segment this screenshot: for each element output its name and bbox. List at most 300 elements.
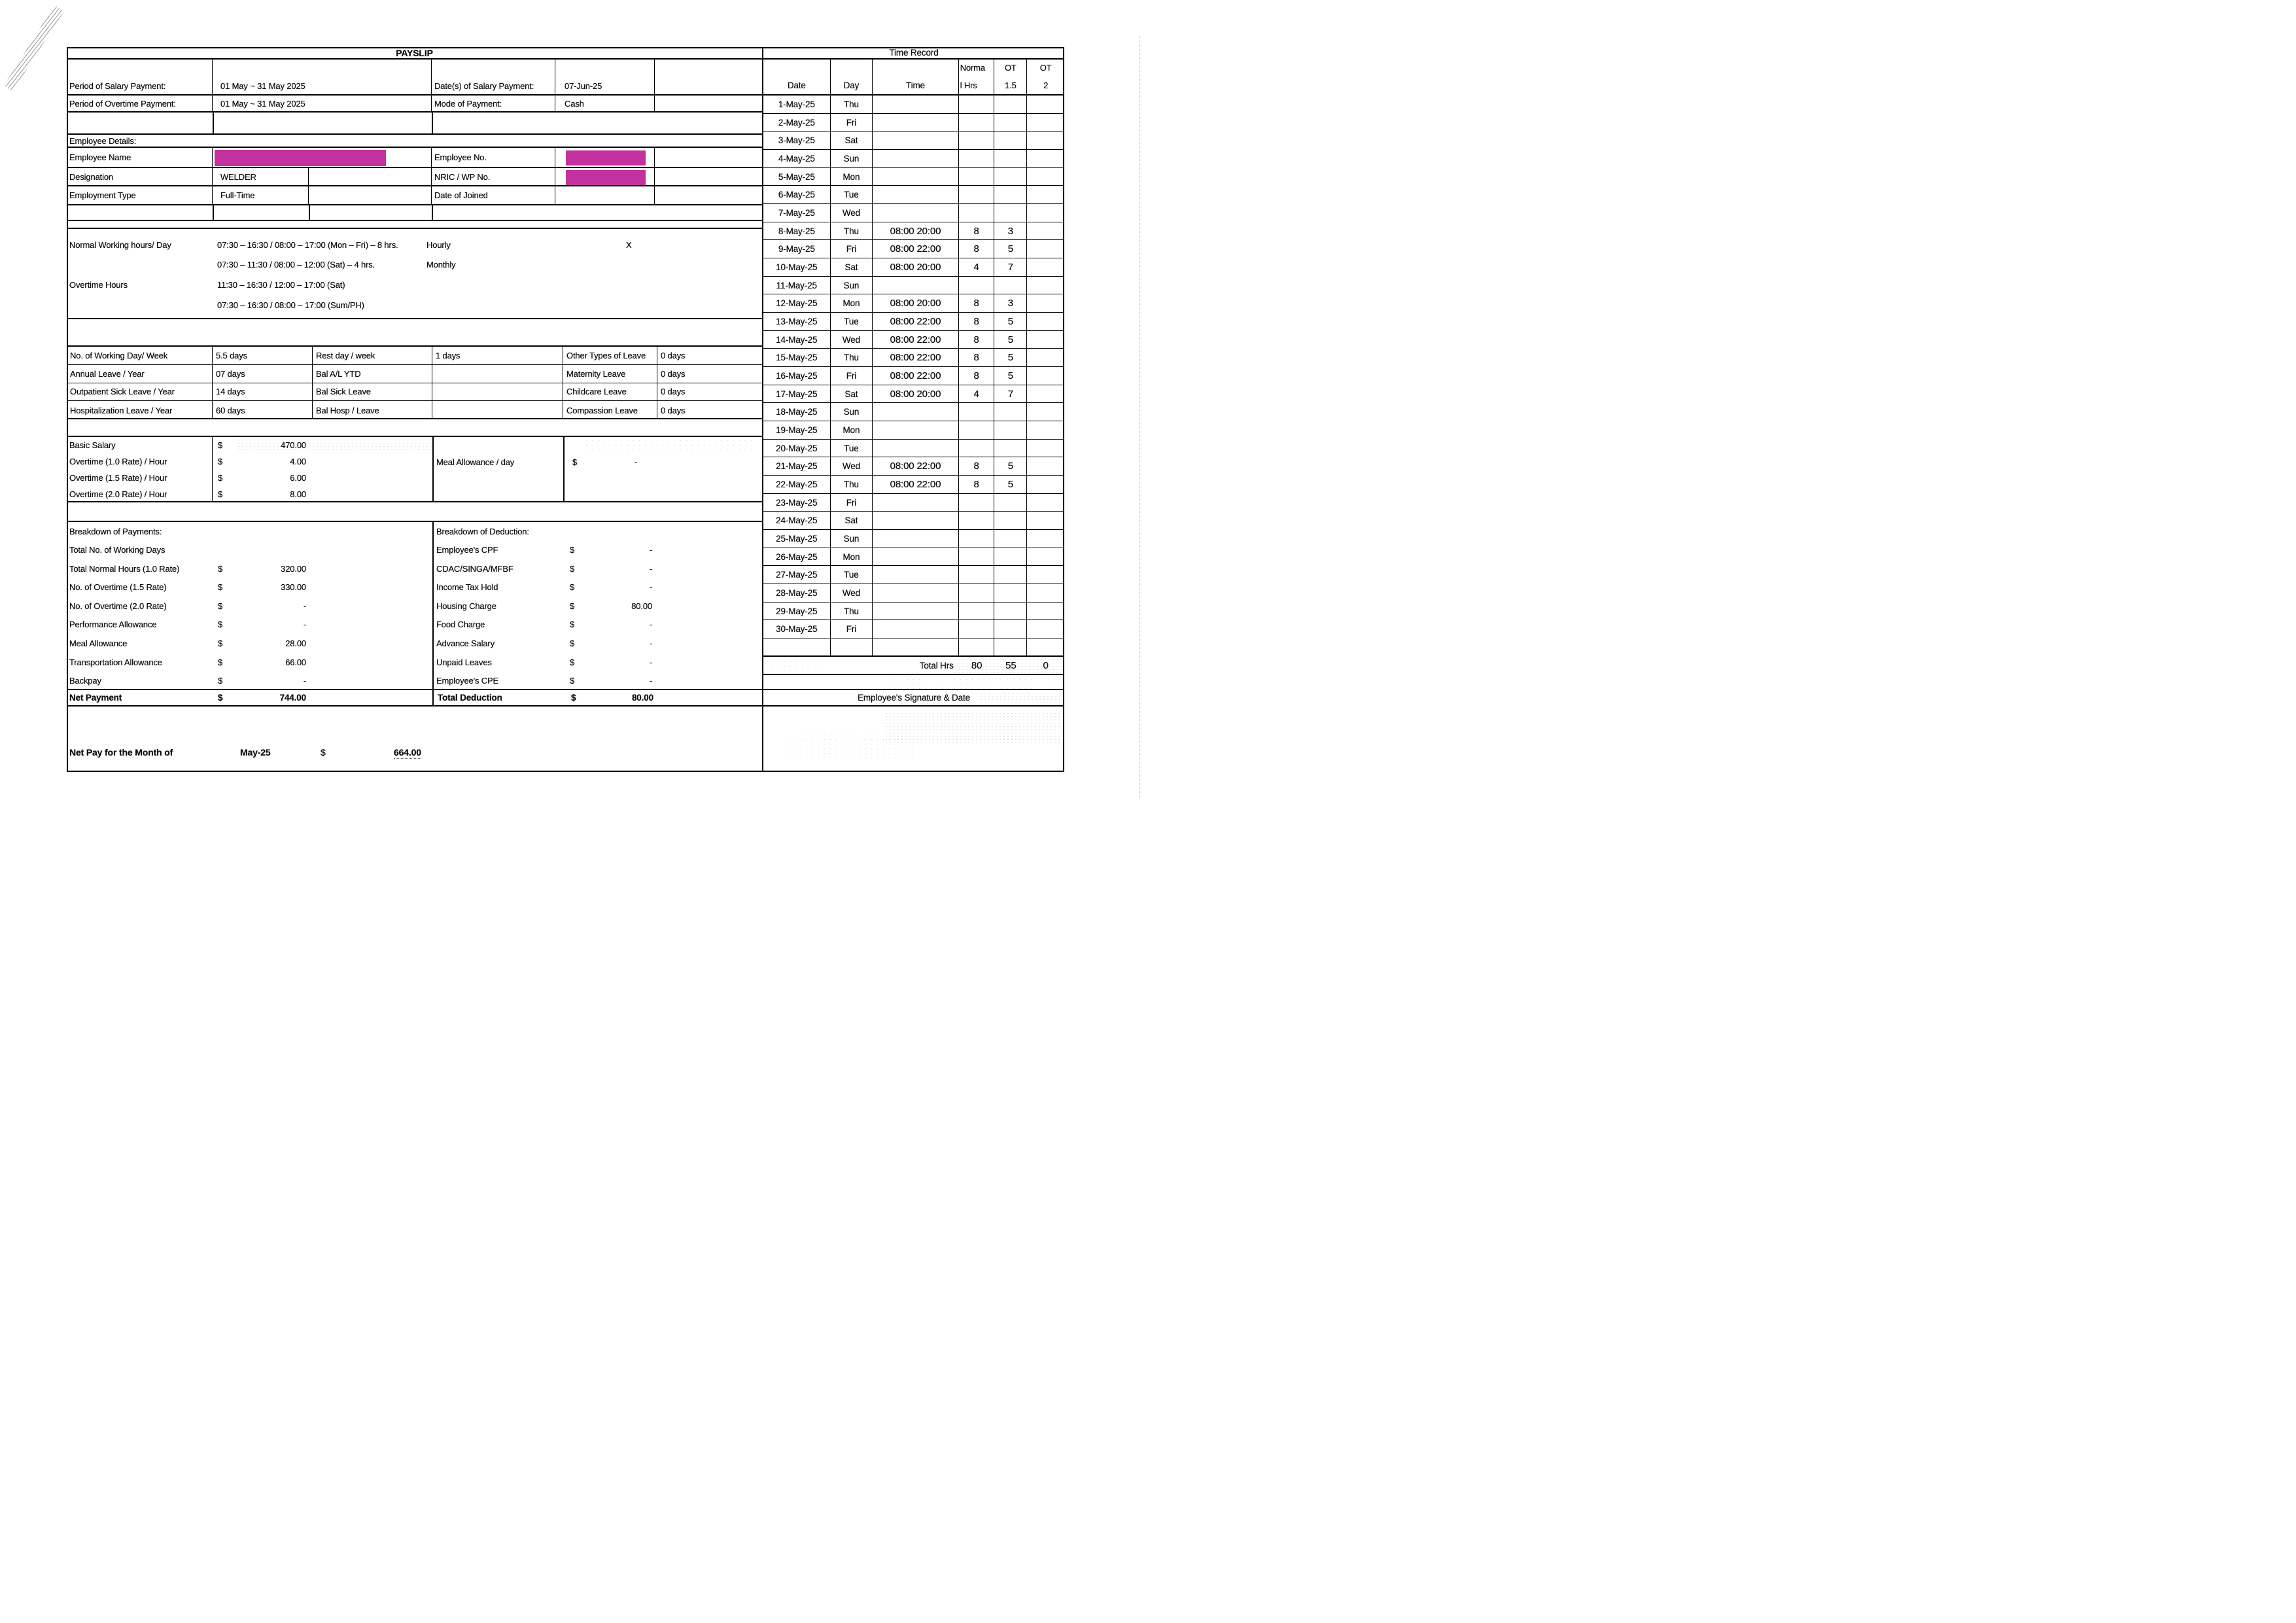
leave-table <box>67 347 762 419</box>
deduction-label: Food Charge <box>436 620 485 630</box>
payment-currency: $ <box>218 676 223 686</box>
redaction-employee-name <box>215 150 386 166</box>
deduction-label: Housing Charge <box>436 601 496 611</box>
tr-ot2 <box>1027 494 1064 512</box>
mode-of-payment-label: Mode of Payment: <box>432 96 555 111</box>
leave-cell: Compassion Leave <box>563 401 657 419</box>
rate-label: Basic Salary <box>67 437 213 453</box>
deduction-row <box>434 634 761 653</box>
tr-date: 1-May-25 <box>763 96 831 113</box>
grid-line <box>762 707 763 771</box>
deduction-row <box>434 578 761 597</box>
time-record-row <box>763 258 1064 277</box>
tr-day: Wed <box>831 204 873 222</box>
rate-label: Overtime (1.0 Rate) / Hour <box>67 453 213 470</box>
deduction-row <box>434 541 761 560</box>
col-header-ot15: OT 1.5 <box>994 60 1027 94</box>
time-record-row <box>763 114 1064 132</box>
tr-day: Sat <box>831 512 873 529</box>
time-record-row <box>763 494 1064 512</box>
tr-ot2 <box>1027 620 1064 638</box>
tr-normal-hrs <box>959 204 995 222</box>
col-header-ot2: OT 2 <box>1039 63 1052 90</box>
deductions-header: Breakdown of Deduction: <box>436 526 529 536</box>
tr-ot15 <box>994 602 1027 620</box>
mode-of-payment-value: Cash <box>555 96 655 111</box>
deduction-value: - <box>649 563 652 574</box>
scan-noise <box>881 677 1058 689</box>
designation-row <box>67 168 762 186</box>
tr-day: Thu <box>831 96 873 113</box>
time-record-row <box>763 168 1064 186</box>
net-pay-month-label: Net Pay for the Month of <box>69 747 173 758</box>
normal-hours-label: Normal Working hours/ Day <box>69 240 171 250</box>
tr-ot15 <box>994 620 1027 638</box>
spacer-row <box>67 502 762 522</box>
leave-cell: Annual Leave / Year <box>67 365 213 383</box>
tr-time <box>873 602 958 620</box>
deduction-row <box>434 653 761 672</box>
tr-day: Thu <box>831 476 873 493</box>
tr-ot15 <box>994 566 1027 584</box>
tr-ot2 <box>1027 349 1064 366</box>
tr-day: Sun <box>831 530 873 548</box>
time-record-row <box>763 294 1064 313</box>
tr-date: 25-May-25 <box>763 530 831 548</box>
tr-time <box>873 186 958 203</box>
tr-normal-hrs <box>959 548 995 566</box>
tr-normal-hrs <box>959 566 995 584</box>
scan-page-edge-line <box>1139 36 1140 798</box>
deduction-value: 80.00 <box>631 601 652 611</box>
tr-normal-hrs <box>959 277 995 294</box>
date-salary-value: 07-Jun-25 <box>555 60 655 94</box>
tr-day: Sun <box>831 403 873 421</box>
employee-no-label: Employee No. <box>432 148 555 167</box>
leave-cell: Bal A/L YTD <box>313 365 432 383</box>
tr-day: Sat <box>831 131 873 149</box>
salary-rate-row <box>67 470 762 486</box>
tr-time <box>873 566 958 584</box>
spacer-row <box>762 675 1064 690</box>
empty-cell <box>309 186 432 204</box>
tr-ot2 <box>1027 548 1064 566</box>
salary-rate-row <box>67 486 762 502</box>
rate-currency: $ <box>218 473 223 483</box>
leave-table-row <box>67 401 762 419</box>
payslip-title-row <box>67 47 762 60</box>
tr-day: Sun <box>831 277 873 294</box>
time-record-row <box>763 476 1064 494</box>
hourly-checkbox-mark: X <box>626 240 632 250</box>
meal-allowance-day-label: Meal Allowance / day <box>436 457 515 467</box>
tr-time: 08:00 22:00 <box>873 476 958 493</box>
grid-line <box>213 205 214 220</box>
period-salary-value: 01 May ~ 31 May 2025 <box>213 60 432 94</box>
tr-normal-hrs: 8 <box>959 367 995 385</box>
tr-date: 18-May-25 <box>763 403 831 421</box>
tr-date: 16-May-25 <box>763 367 831 385</box>
tr-ot15 <box>994 96 1027 113</box>
deduction-value: - <box>649 657 652 667</box>
net-pay-month-value: May-25 <box>240 747 271 758</box>
payment-label: Total No. of Working Days <box>69 545 165 555</box>
payment-value <box>232 541 306 560</box>
payments-column <box>67 522 432 690</box>
tr-time <box>873 638 958 657</box>
tr-normal-hrs: 8 <box>959 313 995 330</box>
tr-ot2 <box>1027 204 1064 222</box>
time-record-row <box>763 349 1064 367</box>
rate-currency: $ <box>218 440 223 450</box>
tr-normal-hrs: 8 <box>959 457 995 475</box>
tr-ot15 <box>994 403 1027 421</box>
payment-value: - <box>303 601 306 611</box>
tr-date: 23-May-25 <box>763 494 831 512</box>
tr-normal-hrs: 8 <box>959 476 995 493</box>
salary-rate-rows <box>67 437 762 502</box>
leave-cell: Bal Sick Leave <box>313 383 432 401</box>
tr-day: Tue <box>831 566 873 584</box>
col-header-date: Date <box>763 60 831 94</box>
total-deduction-currency: $ <box>571 693 576 703</box>
tr-normal-hrs <box>959 440 995 457</box>
deduction-value: - <box>649 638 652 648</box>
leave-cell: 5.5 days <box>213 347 313 364</box>
tr-date <box>763 638 831 657</box>
salary-rate-row <box>67 453 762 470</box>
tr-time <box>873 421 958 439</box>
tr-ot2 <box>1027 602 1064 620</box>
tr-ot15 <box>994 548 1027 566</box>
tr-ot2 <box>1027 294 1064 312</box>
empty-cell <box>309 168 432 185</box>
period-ot-value: 01 May ~ 31 May 2025 <box>213 96 432 111</box>
tr-time: 08:00 22:00 <box>873 331 958 349</box>
tr-date: 6-May-25 <box>763 186 831 203</box>
leave-table-row <box>67 365 762 383</box>
deduction-currency: $ <box>570 601 575 611</box>
leave-table-row <box>67 347 762 365</box>
tr-normal-hrs: 8 <box>959 222 995 240</box>
deduction-row <box>434 616 761 635</box>
salary-period-row <box>67 60 762 96</box>
payment-label: Performance Allowance <box>69 620 157 630</box>
tr-date: 14-May-25 <box>763 331 831 349</box>
tr-time <box>873 494 958 512</box>
tr-ot15 <box>994 638 1027 657</box>
deduction-label: Employee's CPF <box>436 545 498 555</box>
leave-cell: No. of Working Day/ Week <box>67 347 213 364</box>
empty-cell <box>763 657 873 674</box>
tr-ot2 <box>1027 566 1064 584</box>
time-record-title: Time Record <box>889 48 939 58</box>
tr-day: Fri <box>831 620 873 638</box>
tr-normal-hrs <box>959 403 995 421</box>
tr-normal-hrs <box>959 168 995 186</box>
time-record-table <box>762 96 1064 657</box>
leave-cell: 14 days <box>213 383 313 401</box>
tr-ot15 <box>994 168 1027 186</box>
payment-value: 330.00 <box>281 582 306 593</box>
hours-line-3: 11:30 – 16:30 / 12:00 – 17:00 (Sat) <box>217 280 345 290</box>
tr-ot2 <box>1027 222 1064 240</box>
rate-label: Overtime (2.0 Rate) / Hour <box>67 486 213 502</box>
payment-label: Total Normal Hours (1.0 Rate) <box>69 563 180 574</box>
tr-ot2 <box>1027 385 1064 403</box>
tr-normal-hrs: 8 <box>959 349 995 366</box>
payment-value: 320.00 <box>281 563 306 574</box>
payslip-scan-sheet <box>0 0 1148 812</box>
time-record-header-row <box>762 60 1064 96</box>
tr-date: 5-May-25 <box>763 168 831 186</box>
spacer-row <box>67 419 762 437</box>
designation-label: Designation <box>67 168 213 185</box>
tr-ot2 <box>1027 457 1064 475</box>
leave-cell <box>432 365 563 383</box>
net-payment-currency: $ <box>218 693 223 703</box>
monthly-label: Monthly <box>426 260 456 270</box>
leave-cell: Other Types of Leave <box>563 347 657 364</box>
redaction-employee-no <box>566 150 646 166</box>
tr-ot15 <box>994 114 1027 131</box>
time-record-row <box>763 638 1064 657</box>
tr-day: Wed <box>831 584 873 602</box>
time-record-row <box>763 204 1064 222</box>
leave-cell: Childcare Leave <box>563 383 657 401</box>
tr-time <box>873 204 958 222</box>
payment-label: No. of Overtime (2.0 Rate) <box>69 601 167 611</box>
signature-row <box>762 690 1064 707</box>
tr-normal-hrs: 8 <box>959 294 995 312</box>
deduction-value: - <box>649 620 652 630</box>
deduction-currency: $ <box>570 545 575 555</box>
hours-line-4: 07:30 – 16:30 / 08:00 – 17:00 (Sum/PH) <box>217 300 364 310</box>
tr-time <box>873 620 958 638</box>
tr-date: 19-May-25 <box>763 421 831 439</box>
tr-ot2 <box>1027 584 1064 602</box>
deduction-rows <box>434 541 761 690</box>
tr-day: Wed <box>831 331 873 349</box>
payment-value: - <box>303 620 306 630</box>
tr-ot15 <box>994 494 1027 512</box>
payment-value: - <box>303 676 306 686</box>
tr-normal-hrs <box>959 530 995 548</box>
time-record-row <box>763 403 1064 421</box>
tr-date: 29-May-25 <box>763 602 831 620</box>
tr-normal-hrs: 4 <box>959 258 995 276</box>
payment-row <box>67 578 432 597</box>
time-record-row <box>763 150 1064 168</box>
empty-cell <box>655 96 762 111</box>
tr-ot15 <box>994 584 1027 602</box>
tr-day: Sat <box>831 385 873 403</box>
deduction-label: Advance Salary <box>436 638 495 648</box>
tr-time: 08:00 22:00 <box>873 349 958 366</box>
payment-currency: $ <box>218 563 223 574</box>
thin-spacer-row <box>67 221 762 229</box>
time-record-row <box>763 385 1064 404</box>
tr-time <box>873 114 958 131</box>
time-record-row <box>763 131 1064 150</box>
payment-row <box>67 559 432 578</box>
tr-ot2 <box>1027 331 1064 349</box>
grid-line <box>563 437 565 501</box>
date-joined-value <box>555 186 655 204</box>
deduction-currency: $ <box>570 657 575 667</box>
spacer-row <box>67 319 762 347</box>
tr-day: Sat <box>831 258 873 276</box>
total-deduction-label: Total Deduction <box>438 693 502 703</box>
tr-ot15: 5 <box>994 331 1027 349</box>
leave-cell: Rest day / week <box>313 347 432 364</box>
tr-ot15: 5 <box>994 457 1027 475</box>
grid-line <box>213 113 214 133</box>
tr-time <box>873 584 958 602</box>
payment-currency: $ <box>218 601 223 611</box>
payment-row <box>67 597 432 616</box>
tr-ot15 <box>994 421 1027 439</box>
tr-day: Tue <box>831 440 873 457</box>
tr-time: 08:00 20:00 <box>873 294 958 312</box>
tr-time: 08:00 22:00 <box>873 457 958 475</box>
tr-time <box>873 131 958 149</box>
tr-date: 8-May-25 <box>763 222 831 240</box>
deduction-label: Unpaid Leaves <box>436 657 492 667</box>
tr-normal-hrs <box>959 620 995 638</box>
total-deduction-value: 80.00 <box>631 693 653 703</box>
tr-ot2 <box>1027 114 1064 131</box>
empty-cell <box>655 60 762 94</box>
time-record-row <box>763 331 1064 349</box>
tr-date: 2-May-25 <box>763 114 831 131</box>
leave-cell: Hospitalization Leave / Year <box>67 401 213 419</box>
hours-line-1: 07:30 – 16:30 / 08:00 – 17:00 (Mon – Fri) – 8 hrs. <box>217 240 398 250</box>
deduction-value: - <box>649 676 652 686</box>
tr-date: 7-May-25 <box>763 204 831 222</box>
rate-value: 4.00 <box>290 457 306 466</box>
tr-time <box>873 512 958 529</box>
total-hrs-label: Total Hrs <box>919 660 954 671</box>
tr-ot15: 7 <box>994 258 1027 276</box>
tr-ot15 <box>994 530 1027 548</box>
tr-normal-hrs <box>959 96 995 113</box>
date-salary-label: Date(s) of Salary Payment: <box>432 60 555 94</box>
tr-ot15: 3 <box>994 222 1027 240</box>
payment-row <box>67 541 432 560</box>
tr-date: 26-May-25 <box>763 548 831 566</box>
time-record-row <box>763 277 1064 295</box>
time-record-row <box>763 512 1064 530</box>
tr-ot15: 5 <box>994 367 1027 385</box>
tr-normal-hrs <box>959 602 995 620</box>
payment-currency: $ <box>218 638 223 648</box>
hourly-label: Hourly <box>426 240 451 250</box>
deduction-currency: $ <box>570 620 575 630</box>
tr-ot2 <box>1027 440 1064 457</box>
tr-date: 4-May-25 <box>763 150 831 167</box>
leave-table-row <box>67 383 762 402</box>
tr-day: Mon <box>831 294 873 312</box>
meal-allowance-day-value: - <box>635 457 638 467</box>
employment-type-row <box>67 186 762 205</box>
tr-date: 13-May-25 <box>763 313 831 330</box>
bottom-region <box>67 707 1064 772</box>
tr-day: Tue <box>831 313 873 330</box>
time-record-row <box>763 620 1064 638</box>
tr-ot15 <box>994 150 1027 167</box>
tr-ot15 <box>994 131 1027 149</box>
employee-details-label: Employee Details: <box>69 135 137 146</box>
grid-line <box>432 690 434 705</box>
tr-date: 24-May-25 <box>763 512 831 529</box>
tr-date: 20-May-25 <box>763 440 831 457</box>
designation-value: WELDER <box>213 168 309 185</box>
tr-date: 11-May-25 <box>763 277 831 294</box>
payment-label: Backpay <box>69 676 101 686</box>
leave-cell: 0 days <box>661 368 686 379</box>
net-pay-amount: 664.00 <box>394 747 421 758</box>
leave-cell <box>432 401 563 419</box>
time-record-row <box>763 457 1064 476</box>
deduction-currency: $ <box>570 638 575 648</box>
employment-type-value: Full-Time <box>213 186 309 204</box>
time-record-row <box>763 584 1064 602</box>
leave-cell: 1 days <box>432 347 563 364</box>
overtime-period-row <box>67 96 762 113</box>
net-payment-value: 744.00 <box>279 693 306 703</box>
employee-signature-label: Employee's Signature & Date <box>858 693 970 703</box>
rate-value: 8.00 <box>290 489 306 499</box>
tr-day: Fri <box>831 114 873 131</box>
salary-rates-block <box>67 437 762 502</box>
tr-ot15 <box>994 204 1027 222</box>
rate-currency: $ <box>218 489 223 499</box>
payment-value: 28.00 <box>285 638 306 648</box>
total-ot15-hrs: 55 <box>1005 659 1017 671</box>
net-payment-row <box>67 690 762 707</box>
tr-normal-hrs <box>959 494 995 512</box>
tr-normal-hrs <box>959 150 995 167</box>
tr-date: 9-May-25 <box>763 240 831 258</box>
tr-ot2 <box>1027 131 1064 149</box>
rate-label: Overtime (1.5 Rate) / Hour <box>67 470 213 486</box>
time-record-row <box>763 96 1064 114</box>
grid-line <box>309 205 310 220</box>
deduction-label: CDAC/SINGA/MFBF <box>436 563 513 574</box>
col-header-day: Day <box>831 60 873 94</box>
tr-time: 08:00 20:00 <box>873 385 958 403</box>
tr-ot15: 3 <box>994 294 1027 312</box>
employee-details-row <box>67 135 762 148</box>
total-normal-hrs: 80 <box>971 659 983 671</box>
col-header-normal-hrs: Norma l Hrs <box>959 60 995 94</box>
tr-time <box>873 530 958 548</box>
payment-currency: $ <box>218 620 223 630</box>
spacer-row <box>67 113 762 135</box>
tr-day: Tue <box>831 186 873 203</box>
tr-ot2 <box>1027 367 1064 385</box>
tr-date: 12-May-25 <box>763 294 831 312</box>
col-header-time: Time <box>873 60 958 94</box>
tr-ot2 <box>1027 638 1064 657</box>
payment-row <box>67 634 432 653</box>
salary-rate-row <box>67 437 762 453</box>
tr-ot2 <box>1027 476 1064 493</box>
date-joined-label: Date of Joined <box>432 186 555 204</box>
deduction-label: Income Tax Hold <box>436 582 498 593</box>
time-record-title-row <box>762 47 1064 60</box>
